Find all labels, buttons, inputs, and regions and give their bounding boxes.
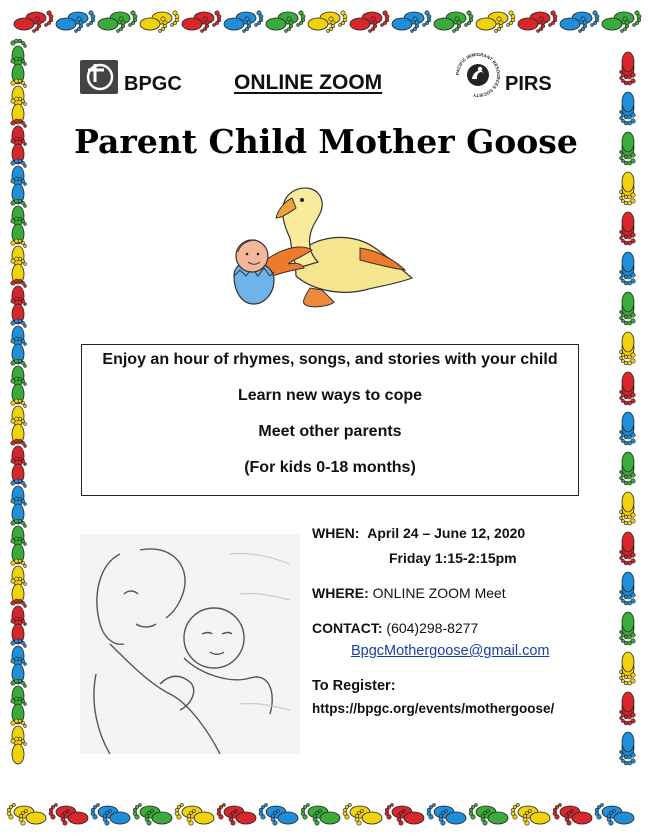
footprint-icon: [182, 17, 209, 33]
footprint-icon: [266, 17, 293, 33]
mother-and-baby-sketch: [80, 534, 300, 754]
info-line-cope: Learn new ways to cope: [237, 387, 423, 404]
info-line-enjoy: Enjoy an hour of rhymes, songs, and stories with your child: [102, 351, 558, 368]
bpgc-name: BPGC: [124, 73, 182, 95]
when-label: WHEN:: [312, 525, 360, 541]
footprint-icon: [350, 17, 377, 33]
online-zoom-label: ONLINE ZOOM: [234, 71, 383, 94]
where-row: [312, 585, 506, 601]
register-url-link[interactable]: https://bpgc.org/events/mothergoose/: [312, 701, 555, 716]
when-dates: April 24 – June 12, 2020: [367, 525, 526, 541]
contact-phone: (604)298-8277: [386, 620, 479, 636]
when-time: Friday 1:15-2:15pm: [389, 550, 517, 566]
footprint-icon: [14, 17, 41, 33]
info-line-meet: Meet other parents: [258, 423, 402, 440]
footprint-icon: [98, 17, 125, 33]
footprint-icon: [140, 17, 167, 33]
contact-row: [312, 620, 478, 636]
footprint-icon: [56, 17, 83, 33]
contact-email-link[interactable]: BpgcMothergoose@gmail.com: [351, 643, 550, 659]
footprint-icon: [518, 17, 545, 33]
footprint-icon: [308, 17, 335, 33]
when-row: [312, 525, 525, 541]
footprint-icon: [602, 17, 629, 33]
contact-label: CONTACT:: [312, 620, 383, 636]
footprint-icon: [560, 17, 587, 33]
footprint-icon: [392, 17, 419, 33]
pirs-logo-icon: [455, 52, 501, 98]
pirs-name: PIRS: [505, 73, 552, 95]
goose-and-baby-illustration: [200, 178, 425, 318]
bpgc-logo-icon: [80, 60, 118, 94]
footprint-icon: [476, 17, 503, 33]
register-label: To Register:: [312, 678, 396, 694]
info-box: [81, 344, 579, 496]
where-value: ONLINE ZOOM Meet: [372, 585, 506, 601]
where-label: WHERE:: [312, 585, 369, 601]
footprint-icon: [434, 17, 461, 33]
footprint-icon: [224, 17, 251, 33]
page-title: Parent Child Mother Goose: [74, 122, 578, 161]
info-line-ages: (For kids 0-18 months): [244, 459, 416, 476]
svg-text:PACIFIC IMMIGRANT RESOURCES SO: PACIFIC IMMIGRANT RESOURCES SOCIETY: [455, 52, 501, 98]
